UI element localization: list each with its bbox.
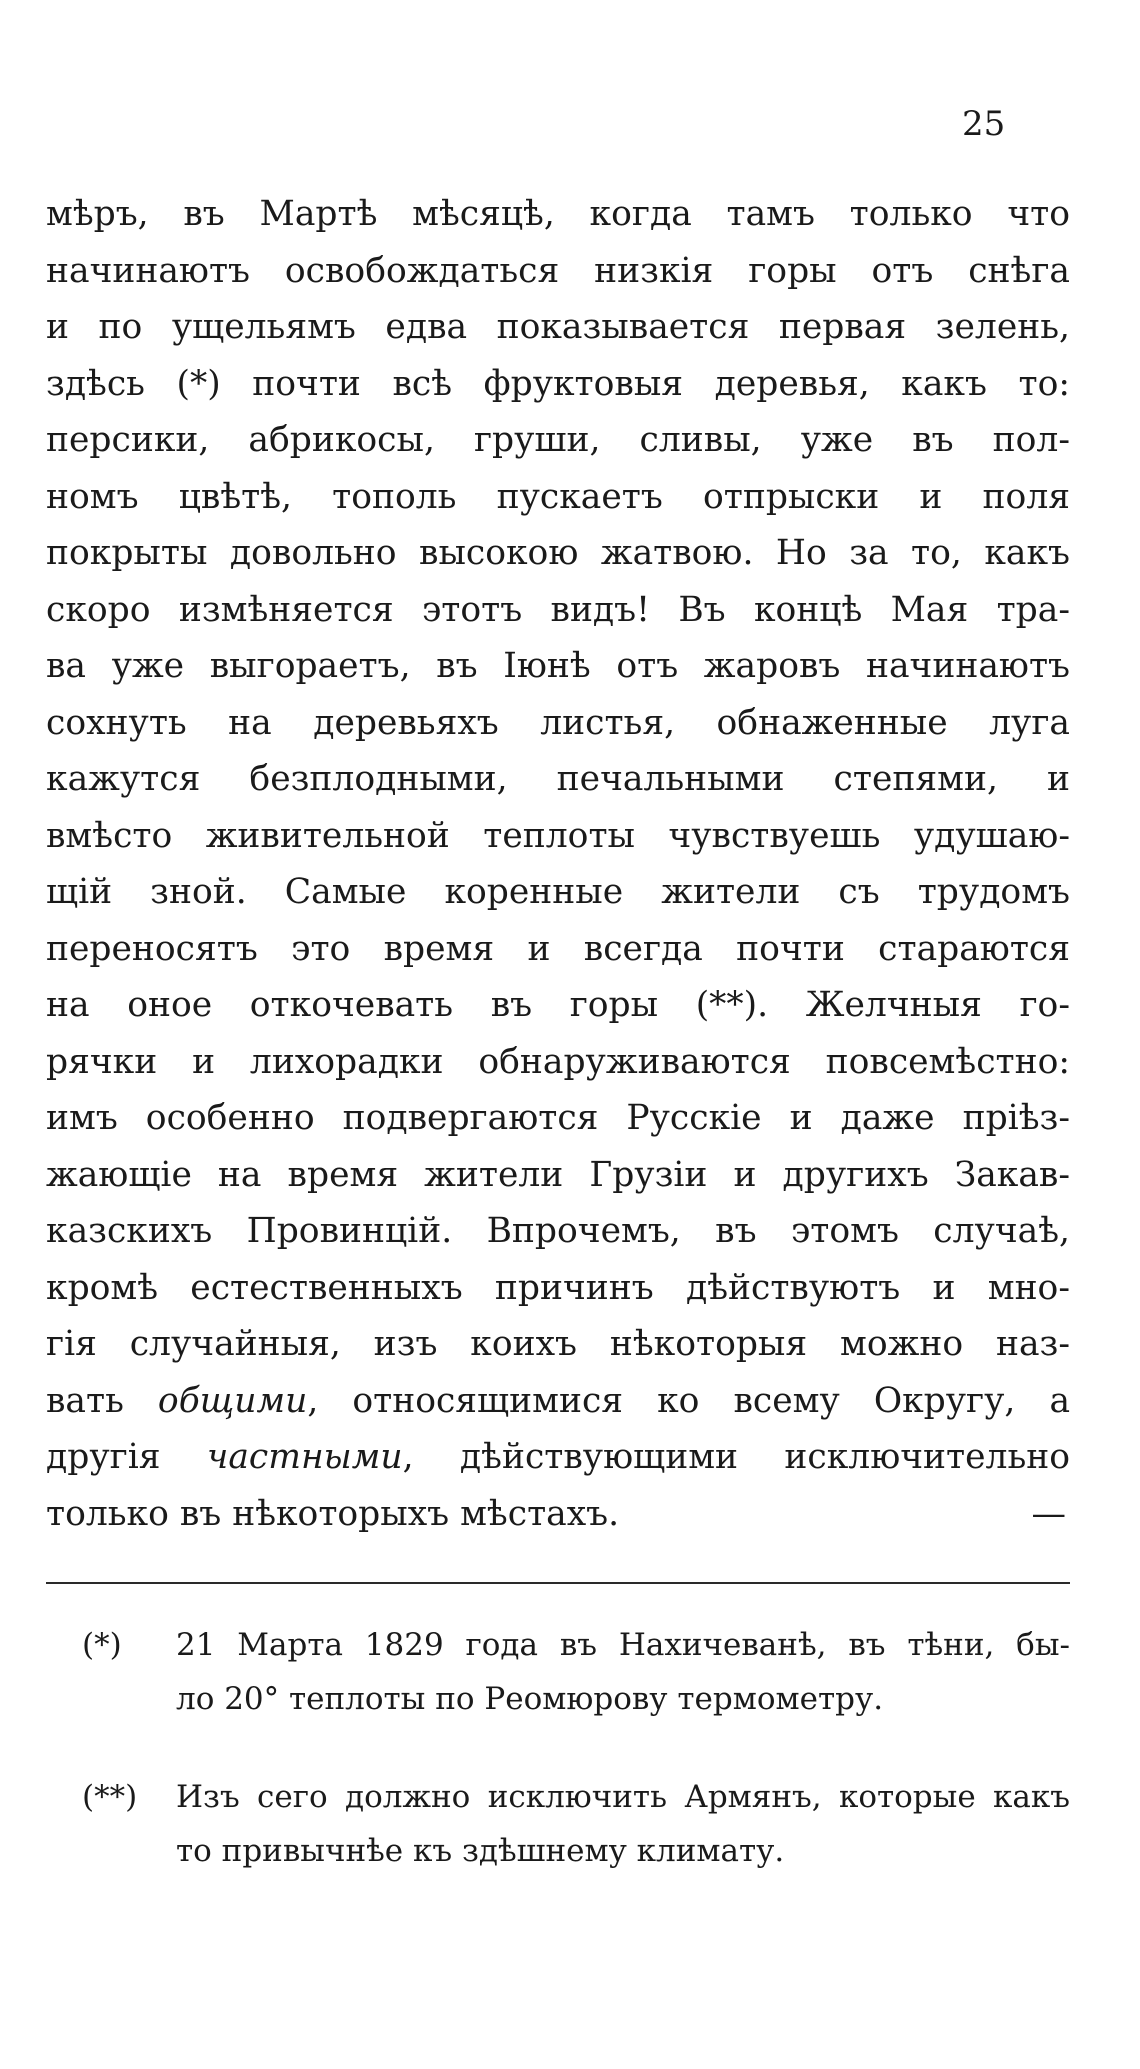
footnote-line: 21 Марта 1829 года въ Нахичеванѣ, въ тѣни, бы- (176, 1627, 1070, 1663)
text-line: персики, абрикосы, груши, сливы, уже въ пол- (46, 420, 1070, 460)
text-line: и по ущельямъ едва показывается первая зелень, (46, 307, 1070, 347)
text-line: мѣръ, въ Мартѣ мѣсяцѣ, когда тамъ только что (46, 194, 1070, 234)
text-segment: вать (46, 1380, 158, 1421)
catchword-dash: — (1031, 1493, 1066, 1534)
text-line: кромѣ естественныхъ причинъ дѣйствуютъ и мно- (46, 1267, 1070, 1308)
footnote-line: Изъ сего должно исключить Армянъ, которые какъ (176, 1779, 1070, 1815)
text-line: жающіе на время жители Грузіи и другихъ Закав- (46, 1154, 1070, 1195)
text-line: казскихъ Провинцій. Впрочемъ, въ этомъ случаѣ, (46, 1211, 1070, 1251)
text-segment: , дѣйствующими исключительно (402, 1437, 1070, 1477)
text-line: номъ цвѣтѣ, тополь пускаетъ отпрыски и поля (46, 476, 1070, 517)
text-line-with-italic (46, 1429, 1070, 1486)
footnote-mark: (**) (82, 1779, 138, 1815)
text-line: имъ особенно подвергаются Русскіе и даже пріѣз- (46, 1098, 1070, 1138)
text-segment: только въ нѣкоторыхъ мѣстахъ. (46, 1493, 620, 1534)
text-line: сохнуть на деревьяхъ листья, обнаженные луга (46, 702, 1070, 743)
text-segment: , относящимися ко всему Округу, а (307, 1380, 1070, 1421)
footnote-mark: (*) (82, 1627, 122, 1663)
footnote-line: то привычнѣе къ здѣшнему климату. (176, 1833, 785, 1869)
text-line: гія случайныя, изъ коихъ нѣкоторыя можно наз- (46, 1324, 1070, 1364)
text-line: начинаютъ освобождаться низкія горы отъ снѣга (46, 250, 1070, 291)
italic-term: общими (157, 1380, 308, 1421)
text-line-last (46, 1486, 1070, 1543)
italic-term: частными (206, 1437, 403, 1477)
text-line-with-italic (46, 1373, 1070, 1430)
footnote-line: ло 20° теплоты по Реомюрову термометру. (176, 1681, 884, 1717)
text-line: рячки и лихорадки обнаруживаются повсемѣстно: (46, 1041, 1070, 1082)
text-line: на оное откочевать въ горы (**). Желчныя го- (46, 985, 1070, 1025)
footnote-1 (46, 1618, 1070, 1726)
text-line: скоро измѣняется этотъ видъ! Въ концѣ Мая тра- (46, 589, 1070, 630)
footnote-2 (46, 1770, 1070, 1878)
page-number: 25 (962, 104, 1006, 144)
text-line: здѣсь (*) почти всѣ фруктовыя деревья, какъ то: (46, 363, 1070, 404)
text-line: переносятъ это время и всегда почти стараются (46, 928, 1070, 969)
text-line: кажутся безплодными, печальными степями, и (46, 759, 1070, 799)
text-line: покрыты довольно высокою жатвою. Но за то, какъ (46, 533, 1070, 573)
footnote-divider (46, 1582, 1070, 1584)
main-text (46, 186, 1070, 1542)
text-line: щій зной. Самые коренные жители съ трудомъ (46, 872, 1070, 912)
text-segment: другія (46, 1437, 207, 1477)
text-line: ва уже выгораетъ, въ Іюнѣ отъ жаровъ начинаютъ (46, 646, 1070, 686)
text-line: вмѣсто живительной теплоты чувствуешь удушаю- (46, 815, 1070, 856)
